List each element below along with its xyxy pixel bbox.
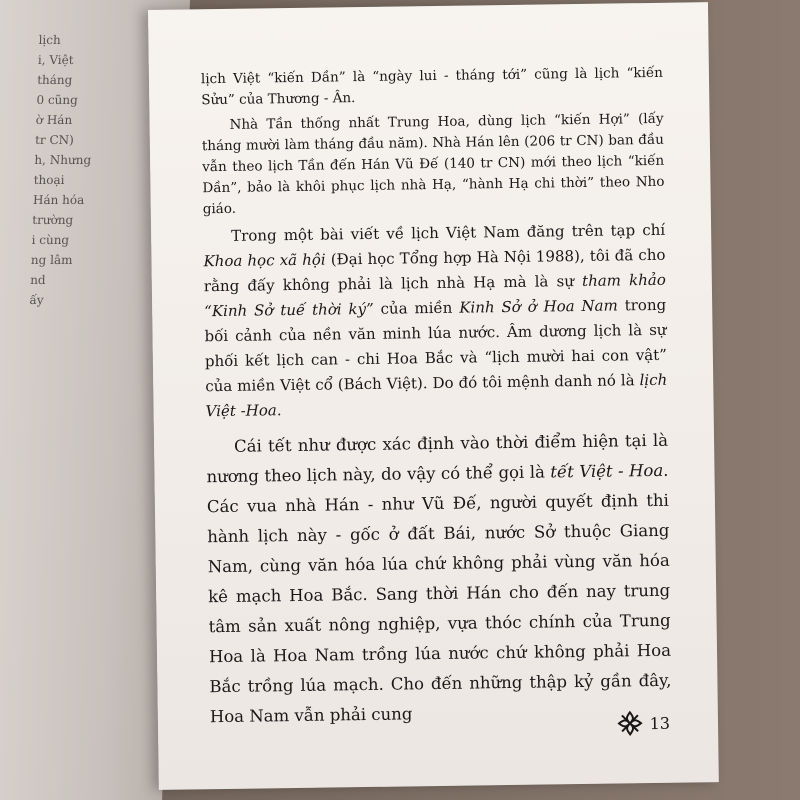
fragment: nd xyxy=(29,273,46,287)
paragraph-2 xyxy=(201,109,664,220)
fragment: lịch xyxy=(38,33,61,47)
page-content xyxy=(201,63,672,732)
reference-title: tham khảo “Kinh Sở tuế thời ký” xyxy=(204,270,666,321)
paragraph-3-text: . xyxy=(276,401,282,420)
fragment: h, Nhưng xyxy=(34,153,92,167)
fragment: tr CN) xyxy=(34,133,75,147)
page-footer xyxy=(615,709,670,738)
paragraph-3-text: của miền xyxy=(373,298,460,318)
fragment: trường xyxy=(32,213,74,227)
paragraph-3 xyxy=(203,218,668,424)
book-page xyxy=(148,2,719,790)
fragment: tháng xyxy=(36,73,73,87)
paragraph-4-text: Cái tết như được xác định vào thời điểm hiện tại là nương theo lịch này, do vậy có thể gọi là xyxy=(206,430,669,487)
paragraph-1 xyxy=(201,63,664,111)
fragment: Hán hóa xyxy=(32,193,85,207)
fragment: ờ Hán xyxy=(35,113,73,127)
fragment: ng lâm xyxy=(30,253,73,267)
paragraph-3-text: trong bối cảnh của nền văn minh lúa nước. Âm dương lịch là sự phối kết lịch can - chi Hoa Bắc và “lịch mười hai con vật” của miền Việt cổ (Bách Việt). Do đó tôi mệnh danh nó là xyxy=(204,295,667,396)
paragraph-3-text: (Đại học Tổng hợp Hà Nội 1988), tôi đã cho rằng đấy không phải là lịch nhà Hạ mà là sự xyxy=(203,245,666,296)
lotus-ornament-icon xyxy=(615,709,643,737)
fragment: 0 cũng xyxy=(36,93,79,107)
fragment: thoại xyxy=(33,173,65,187)
fragment: i cùng xyxy=(31,233,70,247)
paragraph-4 xyxy=(206,426,672,732)
region-name: Kinh Sở ở Hoa Nam xyxy=(459,296,618,317)
fragment: ấy xyxy=(29,293,44,307)
calendar-name: lịch Việt -Hoa xyxy=(205,370,668,421)
paragraph-4-text: . Các vua nhà Hán - như Vũ Đế, người quyết định thi hành lịch này - gốc ở đất Bái, nước Sở thuộc Giang Nam, cùng văn hóa lúa chứ không phải vùng văn hóa kê mạch Hoa Bắc. Sang thời Hán cho đến nay trung tâm sản xuất nông nghiệp, vựa thóc chính của Trung Hoa là Hoa Nam trồng lúa nước chứ không phải Hoa Bắc trồng lúa mạch. Cho đến những thập kỷ gần đây, Hoa Nam vẫn phải cung xyxy=(206,460,672,727)
paragraph-2-text: Nhà Tần thống nhất Trung Hoa, dùng lịch “kiến Hợi” (lấy tháng mười làm tháng đầu năm). Nhà Hán lên (206 tr CN) ban đầu vẫn theo lịch Tần đến Hán Vũ Đế (140 tr CN) mới theo lịch “kiến Dần”, bảo là khôi phục lịch nhà Hạ, “hành Hạ chi thời” theo Nho giáo. xyxy=(201,110,665,218)
paragraph-3-text: Trong một bài viết về lịch Việt Nam đăng trên tạp chí xyxy=(231,220,666,245)
page-number: 13 xyxy=(649,713,671,733)
tet-name: tết Việt - Hoa xyxy=(550,460,664,482)
journal-name: Khoa học xã hội xyxy=(203,250,326,271)
paragraph-1-text: lịch Việt “kiến Dần” là “ngày lui - tháng tới” cũng là lịch “kiến Sửu” của Thương - Ân. xyxy=(200,64,664,109)
fragment: i, Việt xyxy=(37,53,74,67)
